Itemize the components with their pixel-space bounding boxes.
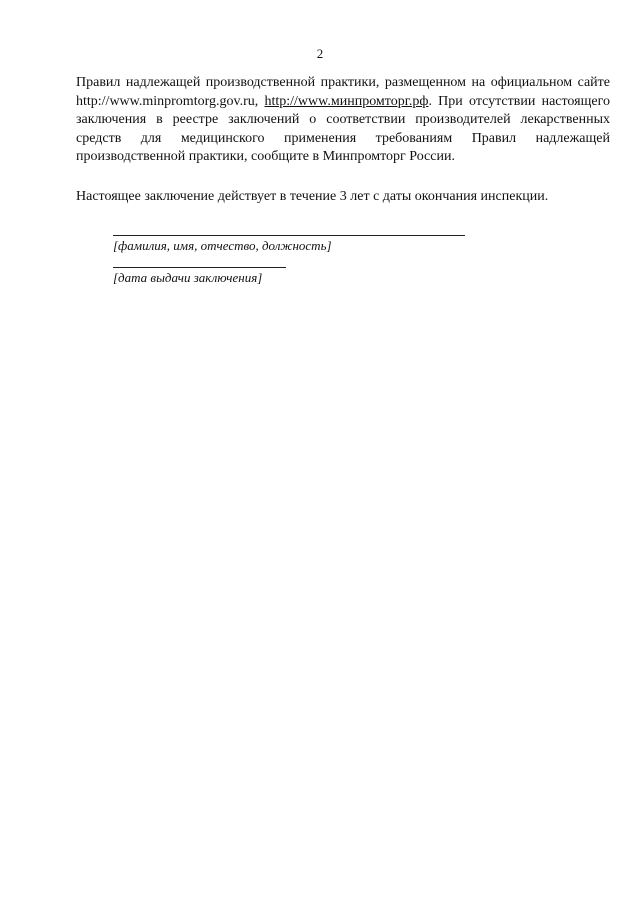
issue-date-caption: [дата выдачи заключения]: [113, 270, 263, 285]
ministry-link[interactable]: http://www.минпромторг.рф: [264, 93, 429, 109]
paragraph-registry-notice: [76, 74, 610, 167]
paragraph-text-end: . При отсутствии настоящего заключения в реестре заключений о соответствии производителей лекарственных средств для медицинского применения требованиям Правил надлежащей производственной практики, сообщите в Минпромторг России.: [76, 93, 610, 164]
page-number: 2: [316, 46, 324, 61]
paragraph-validity: Настоящее заключение действует в течение 3 лет с даты окончания инспекции.: [76, 189, 549, 204]
signature-name-caption: [фамилия, имя, отчество, должность]: [113, 238, 332, 253]
paragraph-text-start: Правил надлежащей производственной практики, размещенном на официальном сайте http://www.minpromtorg.gov.ru,: [76, 75, 610, 109]
date-line: [113, 267, 286, 268]
signature-line: [113, 235, 465, 236]
